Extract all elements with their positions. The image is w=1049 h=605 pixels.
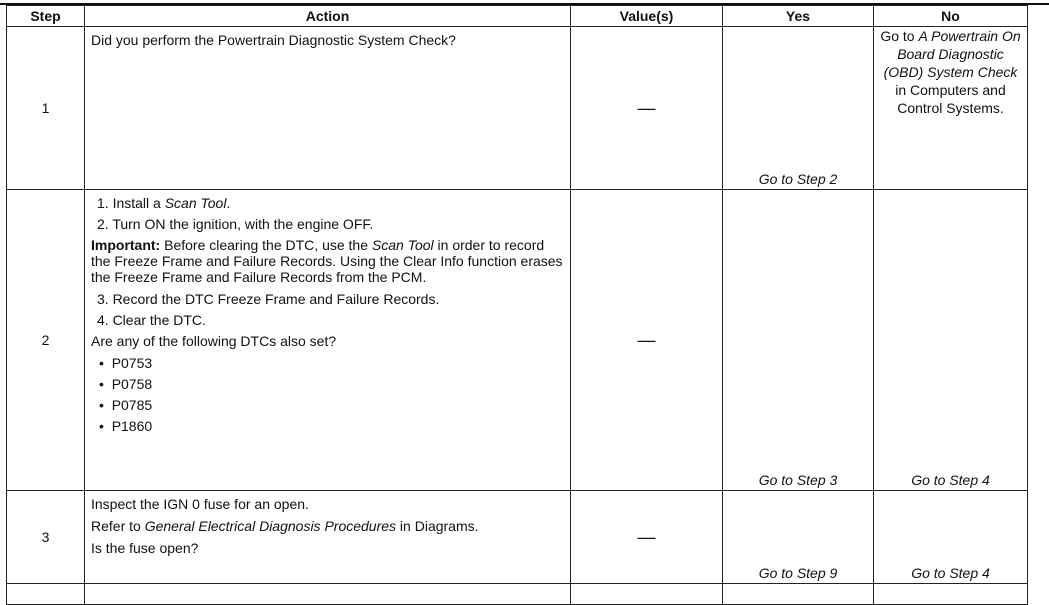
diagnostic-table [6, 5, 1028, 605]
dtc-list-item: • P0753 [99, 355, 153, 371]
dtc-list-item: • P0785 [99, 397, 153, 413]
procedures-link[interactable]: General Electrical Diagnosis Procedures [144, 518, 397, 534]
yes-cell [723, 27, 874, 190]
value-cell [571, 584, 723, 605]
action-line-1: Inspect the IGN 0 fuse for an open. [91, 496, 309, 512]
scan-tool-term: Scan Tool [371, 237, 434, 253]
goto-yes[interactable]: Go to Step 2 [758, 171, 838, 187]
dtc-code: P0753 [111, 355, 153, 371]
dtc-code: P1860 [111, 418, 153, 434]
dtc-list-item: • P1860 [99, 418, 153, 434]
goto-yes[interactable]: Go to Step 3 [758, 472, 838, 488]
important-note [91, 237, 564, 285]
table-row [7, 190, 1028, 491]
value-cell: — [571, 190, 723, 491]
header-yes: Yes [723, 6, 874, 27]
header-values: Value(s) [571, 6, 723, 27]
header-step: Step [7, 6, 85, 27]
goto-no[interactable]: Go to Step 4 [911, 565, 990, 581]
table-row [7, 491, 1028, 584]
yes-cell [723, 491, 874, 584]
action-question: Are any of the following DTCs also set? [91, 333, 337, 349]
dtc-list-item: • P0758 [99, 376, 153, 392]
header-no: No [874, 6, 1028, 27]
action-step-1 [91, 192, 564, 211]
action-question: Did you perform the Powertrain Diagnostic System Check? [91, 32, 456, 48]
no-cell [874, 190, 1028, 491]
important-label: Important: [91, 237, 161, 253]
action-cell [85, 190, 571, 491]
goto-no[interactable]: Go to Step 4 [911, 472, 990, 488]
action-step-2: 2. Turn ON the ignition, with the engine OFF. [97, 216, 374, 232]
yes-cell [723, 584, 874, 605]
step-1-suffix: . [226, 195, 231, 211]
step-number: 1 [7, 27, 85, 190]
action-cell [85, 27, 571, 190]
no-instructions [874, 27, 1027, 120]
no-cell [874, 27, 1028, 190]
step-number: 2 [7, 190, 85, 491]
obd-check-link[interactable]: A Powertrain On Board Diagnostic (OBD) System Check [883, 28, 1021, 80]
step-1-text: 1. Install a [97, 195, 165, 211]
important-text-2: in order to record the Freeze Frame and Failure Records. Using the Clear Info function erases the Freeze Frame and Failure Records from the PCM. [91, 237, 563, 285]
action-step-4: 4. Clear the DTC. [97, 312, 206, 328]
no-prefix: Go to [880, 28, 919, 44]
yes-cell [723, 190, 874, 491]
header-action: Action [85, 6, 571, 27]
action-step-3: 3. Record the DTC Freeze Frame and Failure Records. [97, 291, 440, 307]
dtc-code: P0758 [111, 376, 153, 392]
goto-yes[interactable]: Go to Step 9 [758, 565, 838, 581]
table-row-partial [7, 584, 1028, 605]
value-cell: — [571, 27, 723, 190]
no-cell [874, 584, 1028, 605]
action-question: Is the fuse open? [91, 540, 199, 556]
refer-suffix: in Diagrams. [396, 518, 479, 534]
no-cell [874, 491, 1028, 584]
action-cell [85, 491, 571, 584]
no-suffix: in Computers and Control Systems. [895, 82, 1006, 116]
dtc-code: P0785 [111, 397, 153, 413]
table-row [7, 27, 1028, 190]
step-number [7, 584, 85, 605]
important-text-1: Before clearing the DTC, use the [160, 237, 372, 253]
action-cell [85, 584, 571, 605]
header-row [7, 6, 1028, 27]
refer-prefix: Refer to [91, 518, 145, 534]
value-cell: — [571, 491, 723, 584]
step-number: 3 [7, 491, 85, 584]
refer-line [91, 518, 564, 534]
scan-tool-term: Scan Tool [164, 195, 227, 211]
